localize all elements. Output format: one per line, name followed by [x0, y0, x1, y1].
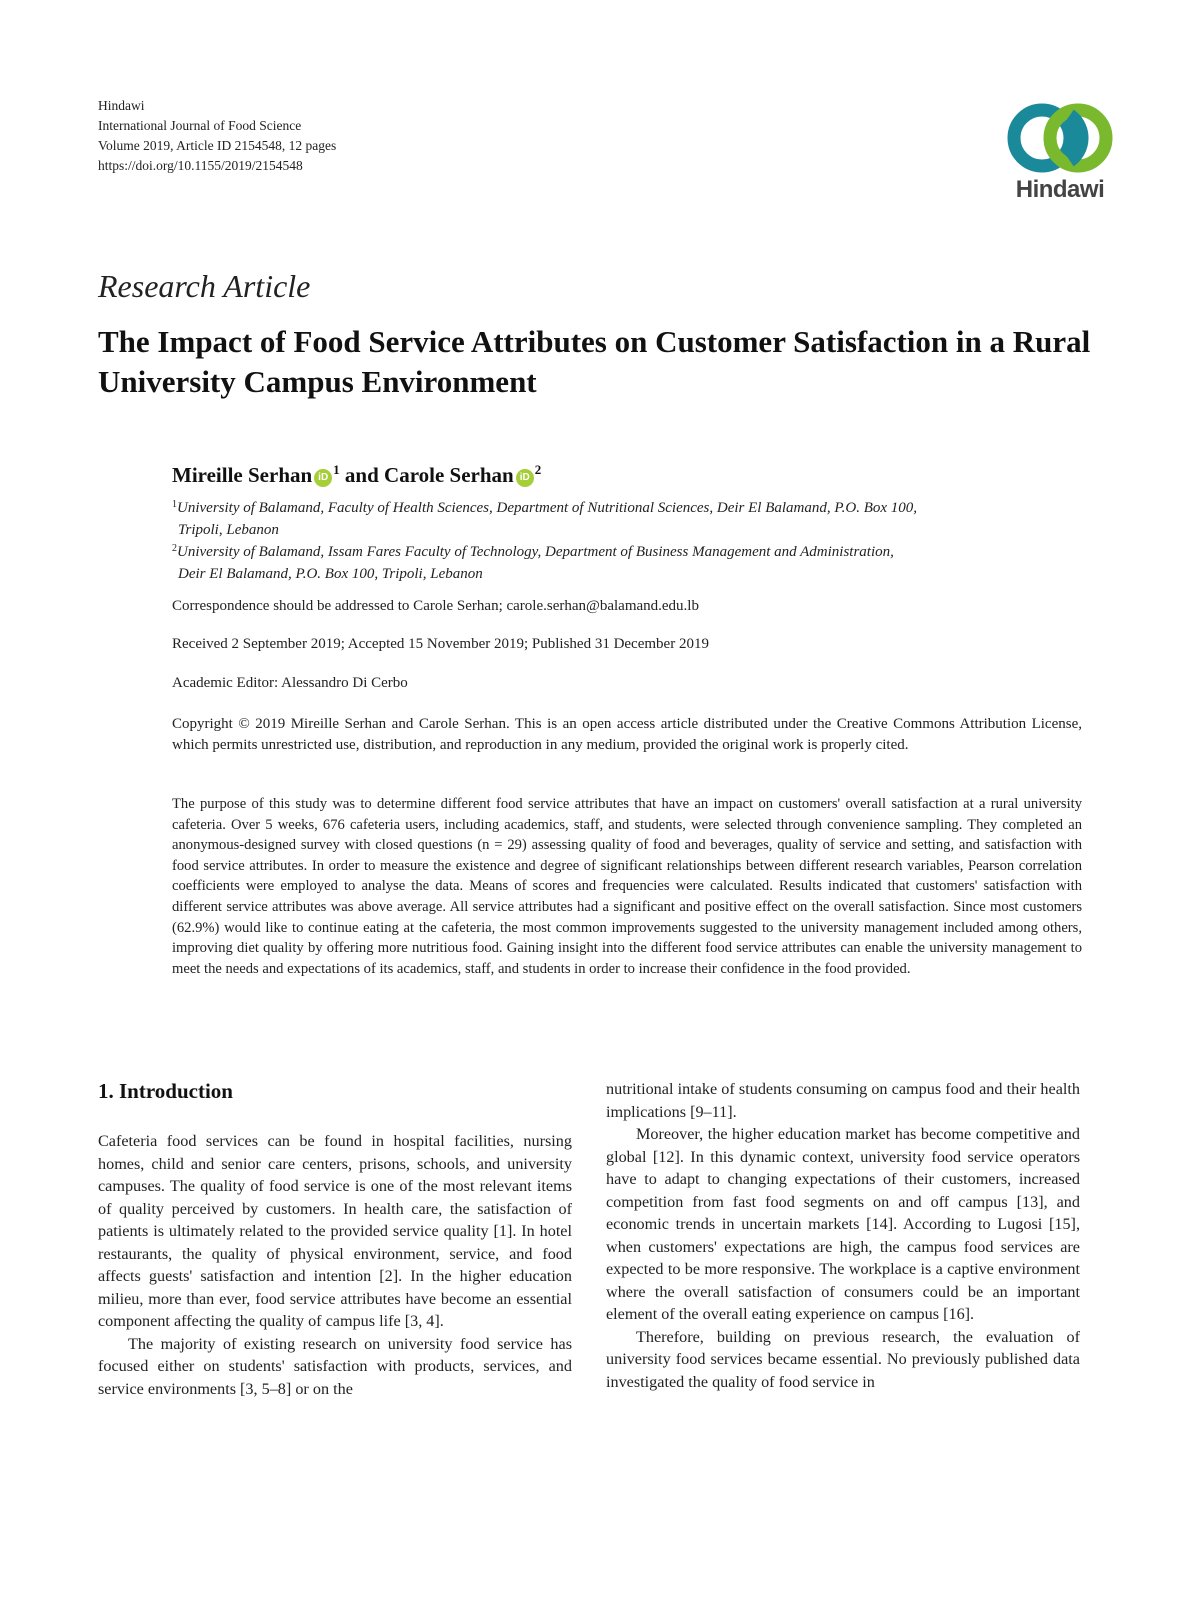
orcid-icon[interactable]: iD [516, 469, 534, 487]
body-column-left [98, 1078, 572, 1400]
journal-name: International Journal of Food Science [98, 118, 302, 133]
volume-info: Volume 2019, Article ID 2154548, 12 pages [98, 138, 337, 153]
affiliation-marker: 2 [172, 543, 177, 554]
affiliation-marker: 1 [333, 462, 340, 477]
section-heading: 1. Introduction [98, 1079, 233, 1103]
publication-dates: Received 2 September 2019; Accepted 15 November 2019; Published 31 December 2019 [172, 636, 709, 652]
affiliation-marker: 2 [534, 462, 542, 477]
hindawi-logo [1004, 100, 1116, 210]
body-column-right [606, 1078, 1080, 1393]
affiliation-line: Deir El Balamand, P.O. Box 100, Tripoli, Lebanon [178, 566, 483, 582]
affiliation [172, 538, 1072, 585]
orcid-icon[interactable]: iD [314, 469, 332, 487]
body-paragraph: Cafeteria food services can be found in hospital facilities, nursing homes, child and senior care centers, prisons, schools, and university campuses. The quality of food service is one of the most relevant items of quality perceived by customers. In health care, the satisfaction of patients is ultimately related to the provided service quality [1]. In hotel restaurants, the quality of physical environment, service, and food affects guests' satisfaction and intention [2]. In the higher education milieu, more than ever, food service attributes have become an essential component affecting the quality of campus life [3, 4]. [98, 1132, 572, 1330]
body-paragraph: nutritional intake of students consuming on campus food and their health implications [9–11]. [606, 1080, 1080, 1121]
article-title: The Impact of Food Service Attributes on Customer Satisfaction in a Rural University Campus Environment [98, 324, 1091, 399]
body-paragraph: Moreover, the higher education market has become competitive and global [12]. In this dynamic context, university food service operators have to adapt to changing expectations of their customers, increased competition from fast food segments on and off campus [13], and economic trends in uncertain markets [14]. According to Lugosi [15], when customers' expectations are high, the campus food services are expected to be more responsive. The workplace is a captive environment where the overall satisfaction of consumers could be an important element of the overall eating experience on campus [16]. [606, 1125, 1080, 1323]
abstract: The purpose of this study was to determine different food service attributes that have an impact on customers' overall satisfaction at a rural university cafeteria. Over 5 weeks, 676 cafeteria users, including academics, staff, and students, were selected through convenience sampling. They completed an anonymous-designed survey with closed questions (n = 29) assessing quality of food and beverages, quality of service and setting, and satisfaction with food service attributes. In order to measure the existence and degree of significant relationships between different research variables, Pearson correlation coefficients were employed to analyse the data. Means of scores and frequencies were calculated. Results indicated that customers' satisfaction with different service attributes was above average. All service attributes had a significant and positive effect on the overall satisfaction. Since most customers (62.9%) would like to continue eating at the cafeteria, the most common improvements suggested to the university management included among others, improving diet quality by offering more nutritious food. Gaining insight into the different food service attributes can enable the university management to meet the needs and expectations of its academics, staff, and students in order to increase their confidence in the food provided. [172, 796, 1082, 977]
body-paragraph: The majority of existing research on university food service has focused either on students' satisfaction with products, services, and service environments [3, 5–8] or on the [98, 1334, 572, 1398]
correspondence: Correspondence should be addressed to Carole Serhan; carole.serhan@balamand.edu.lb [172, 598, 699, 614]
body-paragraph: Therefore, building on previous research, the evaluation of university food services became essential. No previously published data investigated the quality of food service in [606, 1327, 1080, 1391]
affiliation-marker: 1 [172, 499, 177, 510]
affiliation [172, 494, 1072, 541]
author-name[interactable]: Carole Serhan [384, 463, 514, 487]
article-type: Research Article [98, 268, 311, 304]
copyright-notice: Copyright © 2019 Mireille Serhan and Carole Serhan. This is an open access article distributed under the Creative Commons Attribution License, which permits unrestricted use, distribution, and reproduction in any medium, provided the original work is properly cited. [172, 716, 1082, 753]
affiliation-line: University of Balamand, Issam Fares Faculty of Technology, Department of Business Management and Administration, [177, 544, 894, 560]
doi-link[interactable]: https://doi.org/10.1155/2019/2154548 [98, 158, 303, 173]
journal-info [98, 96, 336, 176]
affiliation-line: Tripoli, Lebanon [178, 522, 279, 538]
author-name[interactable]: Mireille Serhan [172, 463, 313, 487]
affiliation-line: University of Balamand, Faculty of Health Sciences, Department of Nutritional Sciences, Deir El Balamand, P.O. Box 100, [177, 500, 918, 516]
author-conjunction: and [344, 463, 379, 487]
logo-wordmark: Hindawi [1015, 176, 1105, 203]
academic-editor: Academic Editor: Alessandro Di Cerbo [172, 675, 408, 691]
author-list [172, 462, 541, 488]
hindawi-logo-icon [1004, 100, 1116, 176]
publisher-name: Hindawi [98, 98, 145, 113]
